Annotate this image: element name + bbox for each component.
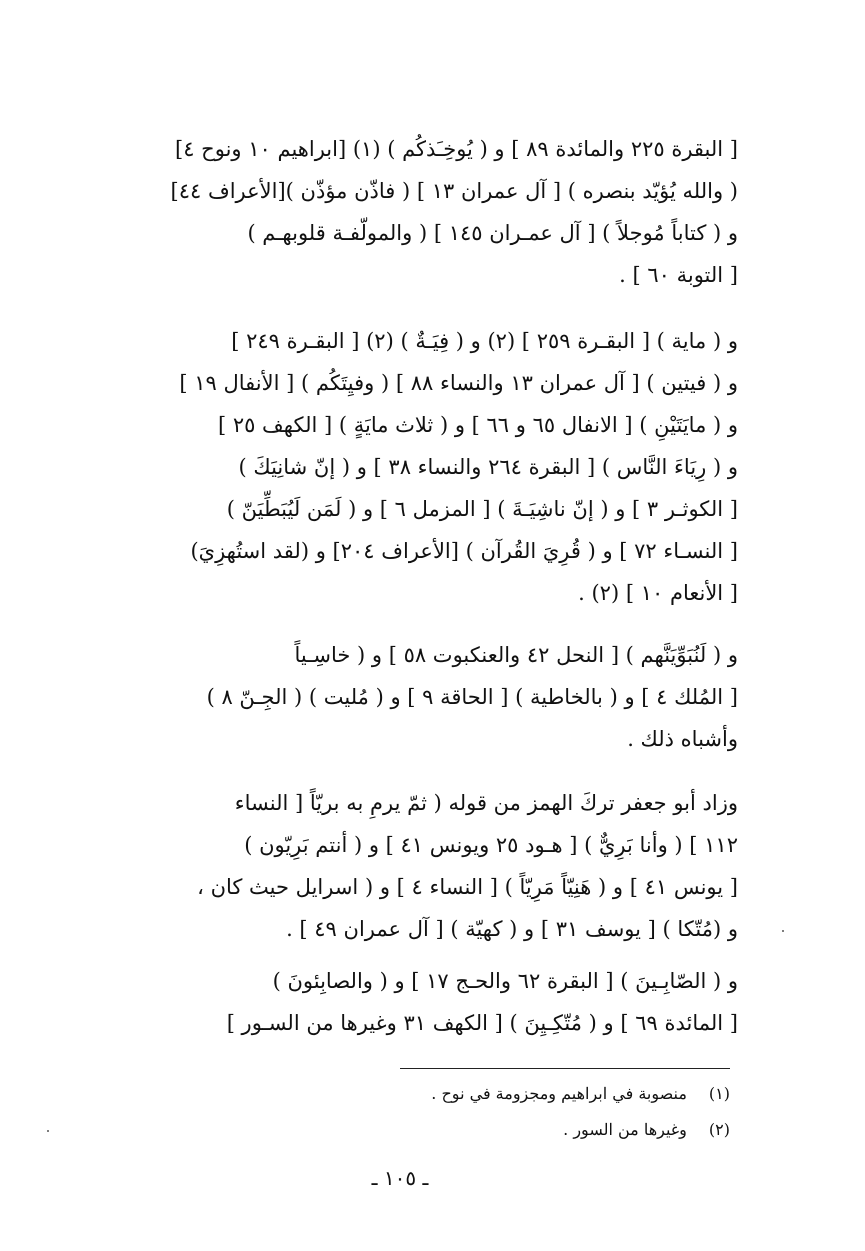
footnote-text: منصوبة في ابراهيم ومجزومة في نوح . — [431, 1084, 687, 1103]
text-line: و ( رِيَاءَ النَّاس ) [ البقرة ٢٦٤ والنساء ٣٨ ] و ( إنّ شانِيَكَ ) — [238, 455, 738, 479]
text-line: وزاد أبو جعفر تركَ الهمز من قوله ( ثمّ يرمِ به بريّاً [ النساء — [234, 791, 738, 815]
text-line: و (مُتّكا ) [ يوسف ٣١ ] و ( كهيّة ) [ آل عمران ٤٩ ] . — [286, 917, 738, 941]
footnote-divider — [400, 1068, 730, 1069]
footnote-number: (١) — [708, 1084, 730, 1103]
footnote-2 — [78, 1112, 730, 1148]
text-line: وأشباه ذلك . — [627, 727, 738, 751]
paragraph-5 — [78, 960, 738, 1044]
scan-speck — [782, 930, 784, 932]
paragraph-1 — [78, 128, 738, 296]
text-line: و ( ماية ) [ البقـرة ٢٥٩ ] (٢) و ( فِيَـةٌ ) (٢) [ البقـرة ٢٤٩ ] — [231, 329, 738, 353]
text-line: و ( كتاباً مُوجلاً ) [ آل عمـران ١٤٥ ] ( والمولّفـة قلوبهـم ) — [247, 221, 738, 245]
footnote-text: وغيرها من السور . — [563, 1120, 687, 1139]
text-line: و ( لَنُبَوِّيَنَّهم ) [ النحل ٤٢ والعنكبوت ٥٨ ] و ( خاسِـياً — [294, 643, 738, 667]
text-line: و ( فيتين ) [ آل عمران ١٣ والنساء ٨٨ ] ( وفيِتَكُم ) [ الأنفال ١٩ ] — [179, 371, 738, 395]
paragraph-2 — [78, 320, 738, 614]
text-line: ١١٢ ] ( وأنا بَرِيٌّ ) [ هـود ٢٥ ويونس ٤١ ] و ( أنتم بَرِيّون ) — [244, 833, 738, 857]
page-number: ـ ١٠٥ ـ — [371, 1166, 429, 1190]
text-line: [ النسـاء ٧٢ ] و ( قُرِيَ القُرآن ) [الأعراف ٢٠٤] و (لقد استُهزِيَ) — [190, 539, 738, 563]
paragraph-3 — [78, 634, 738, 760]
text-line: [ يونس ٤١ ] و ( هَنِيّاً مَرِيّاً ) [ النساء ٤ ] و ( اسرايل حيث كان ، — [197, 875, 738, 899]
text-line: [ المائدة ٦٩ ] و ( مُتّكِـيِنَ ) [ الكهف ٣١ وغيرها من السـور ] — [226, 1011, 738, 1035]
footnotes — [78, 1076, 730, 1148]
text-line: [ الكوثـر ٣ ] و ( إنّ ناشِيَـةَ ) [ المزمل ٦ ] و ( لَمَن لَيُبَطِّيَنّ ) — [226, 497, 738, 521]
text-line: و ( مايَتَيْنِ ) [ الانفال ٦٥ و ٦٦ ] و ( ثلاث مايَةٍ ) [ الكهف ٢٥ ] — [217, 413, 738, 437]
footnote-number: (٢) — [708, 1120, 730, 1139]
text-line: و ( الصّابِـينَ ) [ البقرة ٦٢ والحـج ١٧ ] و ( والصابِئونَ ) — [272, 969, 738, 993]
scan-speck — [47, 1130, 49, 1132]
text-line: ( والله يُؤيّد بنصره ) [ آل عمران ١٣ ] ( فاذّن مؤذّن )[الأعراف ٤٤] — [170, 179, 738, 203]
text-line: [ التوبة ٦٠ ] . — [619, 263, 738, 287]
paragraph-4 — [78, 782, 738, 950]
text-line: [ المُلك ٤ ] و ( بالخاطية ) [ الحاقة ٩ ] و ( مُليت ) ( الجِـنّ ٨ ) — [206, 685, 738, 709]
text-line: [ البقرة ٢٢٥ والمائدة ٨٩ ] و ( يُوخِـَذكُم ) (١) [ابراهيم ١٠ ونوح ٤] — [175, 137, 738, 161]
footnote-1 — [78, 1076, 730, 1112]
text-line: [ الأنعام ١٠ ] (٢) . — [578, 581, 738, 605]
